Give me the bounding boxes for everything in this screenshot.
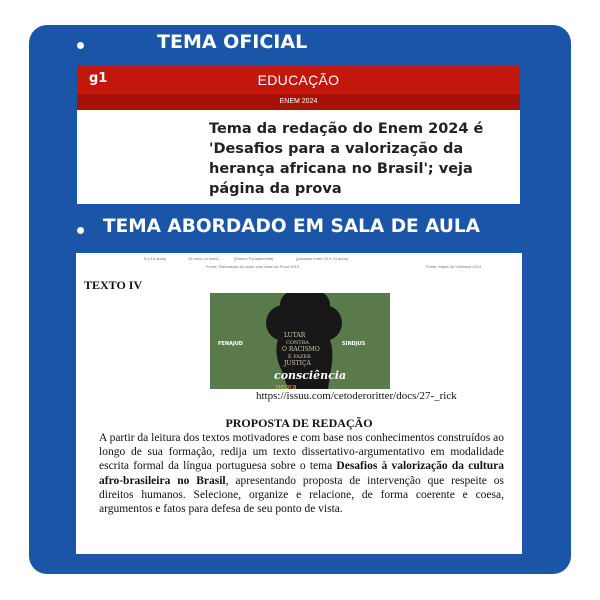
texto-label: TEXTO IV: [84, 278, 143, 292]
bullet-icon: [77, 42, 84, 49]
exam-page-card: [76, 253, 522, 554]
bullet-icon: [77, 227, 84, 234]
proposta-title: PROPOSTA DE REDAÇÃO: [225, 416, 373, 430]
poster-image: [210, 293, 390, 389]
heading-tema-abordado: TEMA ABORDADO EM SALA DE AULA: [103, 216, 481, 237]
poster-illustration: [210, 293, 390, 389]
poster-word: É FAZER: [288, 354, 311, 360]
g1-headline: Tema da redação do Enem 2024 é 'Desafios para a valorização da herança africana no Brasil'; veja página da prova: [209, 121, 484, 197]
poster-word: LUTAR: [284, 332, 306, 339]
blue-panel: [29, 25, 571, 574]
poster-word: JUSTIÇA: [284, 360, 311, 367]
heading-tema-oficial: TEMA OFICIAL: [157, 31, 308, 53]
poster-word: O RACISMO: [282, 346, 320, 353]
g1-section-label: EDUCAÇÃO: [257, 72, 340, 88]
strip-text: (pessoas entre 15 e 24 anos): [296, 256, 349, 261]
poster-logo-right: SINDJUS: [342, 341, 366, 347]
poster-slogan-sub: negra: [276, 383, 297, 389]
proposta-theme: Desafios à valorização da cultura afro-brasileira no Brasil: [99, 460, 504, 487]
g1-header-bar: [77, 65, 520, 94]
g1-logo: g1: [89, 71, 108, 86]
image-source-link[interactable]: https://issuu.com/cetoderoritter/docs/27-_rick: [256, 390, 457, 402]
g1-subsection-bar: ENEM 2024: [77, 94, 520, 110]
poster-word: CONTRA: [286, 340, 310, 346]
strip-text: Fonte: Elaboração do autor com base na Pnad 2013: [206, 264, 299, 269]
strip-text: 15 anos ou mais): [188, 256, 219, 261]
proposta-rest: , apresentando proposta de intervenção que respeite os direitos humanos. Selecione, organize e relacione, de forma coerente e coesa, argumentos e fatos para defesa de seu ponto de vista.: [99, 474, 504, 516]
proposta-body: [99, 431, 504, 516]
poster-logo-left: FENAJUD: [218, 341, 243, 347]
poster-slogan-main: consciência: [274, 369, 347, 382]
strip-text: Fonte: Mapa da Violência 2014: [426, 264, 482, 269]
strip-text: (Ensino Fundamental): [234, 256, 274, 261]
g1-news-card: [77, 65, 520, 204]
proposta-intro: A partir da leitura dos textos motivadores e com base nos conhecimentos construídos ao longo de sua formação, redija um texto dissertativo-argumentativo em modalidade escrita formal da língua portuguesa sobre o tema: [99, 432, 504, 473]
source-strip: [76, 253, 522, 275]
strip-text: 5 a 15 anos): [144, 256, 167, 261]
